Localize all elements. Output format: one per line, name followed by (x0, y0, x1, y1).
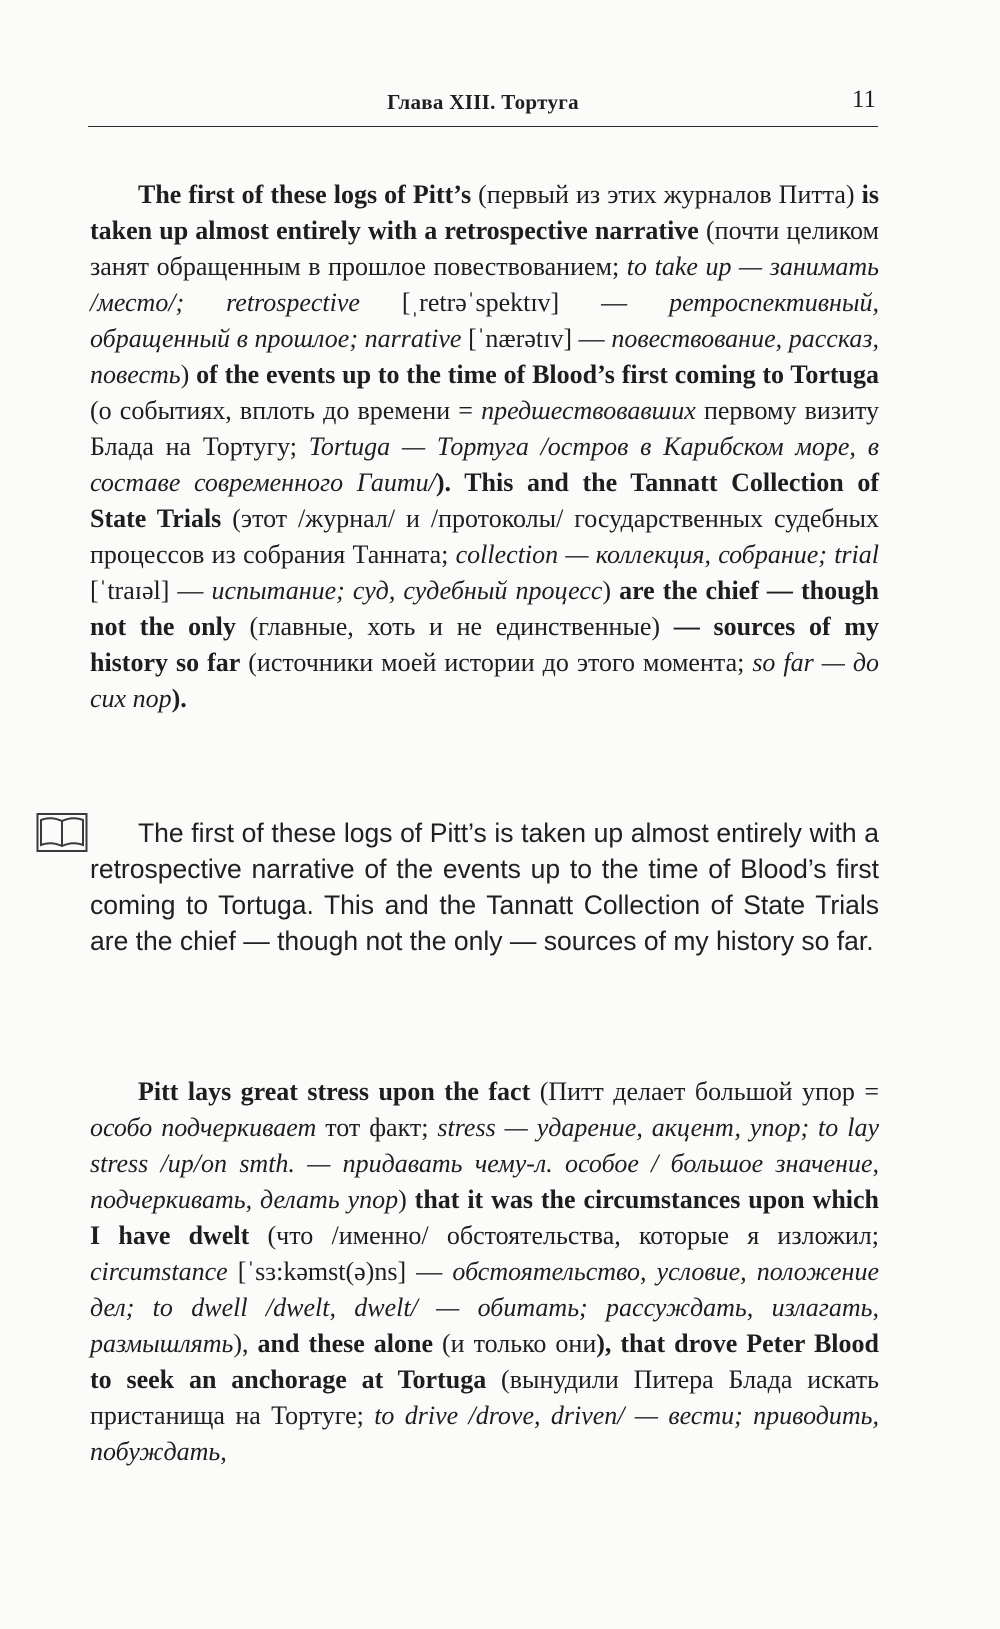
punctuation: ) (602, 576, 620, 605)
punctuation: ). (435, 468, 465, 497)
russian-gloss: (что /именно/ обстоятельства, которые я изложил; (249, 1221, 879, 1250)
vocab-note: ретроспективный, обращенный в прошлое; narrative (90, 288, 880, 353)
paragraph-annotated-2 (90, 1074, 879, 1470)
russian-gloss: тот факт; (316, 1113, 438, 1142)
vocab-note: circumstance (90, 1257, 228, 1286)
vocab-note: stress — ударение, акцент, упор; to lay stress /up/on smth. — придавать чему-л. особое / большое значение, подчеркивать, делать упор (90, 1113, 880, 1214)
page-number: 11 (851, 86, 876, 113)
vocab-note: повествование, рассказ, повесть (90, 324, 880, 389)
chapter-title: Глава XIII. Тортуга (387, 90, 579, 114)
transcription: [ˈsɜ:kəmst(ə)ns] — (227, 1257, 453, 1286)
punctuation: ). (171, 684, 187, 713)
punctuation: ) (180, 360, 197, 389)
transcription: [ˈnærətɪv] — (461, 324, 612, 353)
punctuation: ), (233, 1329, 258, 1358)
english-phrase: that it was the circumstances upon which I have dwelt (90, 1185, 879, 1250)
english-phrase: are the chief — though not the only (90, 576, 879, 641)
vocab-note: обстоятельство, условие, положение дел; to dwell /dwelt, dwelt/ — обитать; рассуждать, излагать, размышлять (90, 1257, 879, 1358)
paragraph-annotated-1 (90, 177, 879, 717)
running-header (88, 86, 878, 127)
russian-gloss: (о событиях, вплоть до времени = (90, 396, 482, 425)
russian-gloss: (главные, хоть и не единственные) (235, 612, 674, 641)
vocab-note: so far — до сих пор (90, 648, 879, 713)
english-phrase: The first of these logs of Pitt’s (138, 180, 472, 209)
vocab-note: to drive /drove, driven/ — вести; приводить, побуждать, (90, 1401, 879, 1466)
original-english-paragraph: The first of these logs of Pitt’s is taken up almost entirely with a retrospective narrative of the events up to the time of Blood’s first coming to Tortuga. This and the Tannatt Collection of State Trials are the chief — though not the only — sources of my history so far. (90, 818, 879, 956)
vocab-note: Tortuga — Тортуга /остров в Карибском море, в составе современного Гаити/ (90, 432, 879, 497)
english-phrase: and these alone (257, 1329, 433, 1358)
english-phrase: of the events up to the time of Blood’s first coming to Tortuga (196, 360, 879, 389)
transcription: [ˌretrəˈspektɪv] — (359, 288, 670, 317)
punctuation: ) (398, 1185, 415, 1214)
english-phrase: — sources of my history so far (90, 612, 879, 677)
vocab-note: предшествовавших (481, 396, 696, 425)
english-phrase: This and the Tannatt Collection of State Trials (90, 468, 880, 533)
russian-gloss: (источники моей истории до этого момента; (240, 648, 753, 677)
open-book-icon (36, 812, 88, 854)
vocab-note: испытание; суд, судебный процесс (211, 576, 603, 605)
english-phrase: Pitt lays great stress upon the fact (138, 1077, 531, 1106)
russian-gloss: (первый из этих журналов Питта) (471, 180, 862, 209)
vocab-note: to take up — занимать /место/; retrospective (90, 252, 879, 317)
russian-gloss: (и только они (433, 1329, 597, 1358)
russian-gloss: (почти целиком занят обращенным в прошлое повествованием; (90, 216, 879, 281)
transcription: [ˈtraɪəl] — (90, 576, 212, 605)
english-phrase: is taken up almost entirely with a retrospective narrative (90, 180, 879, 245)
vocab-note: collection — коллекция, собрание; trial (455, 540, 879, 569)
russian-gloss: первому визиту Блада на Тортугу; (90, 396, 879, 461)
vocab-note: особо подчеркивает (90, 1113, 317, 1142)
russian-gloss: (Питт делает большой упор = (530, 1077, 879, 1106)
english-phrase: ), that drove Peter Blood to seek an anchorage at Tortuga (90, 1329, 879, 1394)
russian-gloss: (вынудили Питера Блада искать пристанища на Тортуге; (90, 1365, 879, 1430)
russian-gloss: (этот /журнал/ и /протоколы/ государственных судебных процессов из собрания Танната; (90, 504, 879, 569)
